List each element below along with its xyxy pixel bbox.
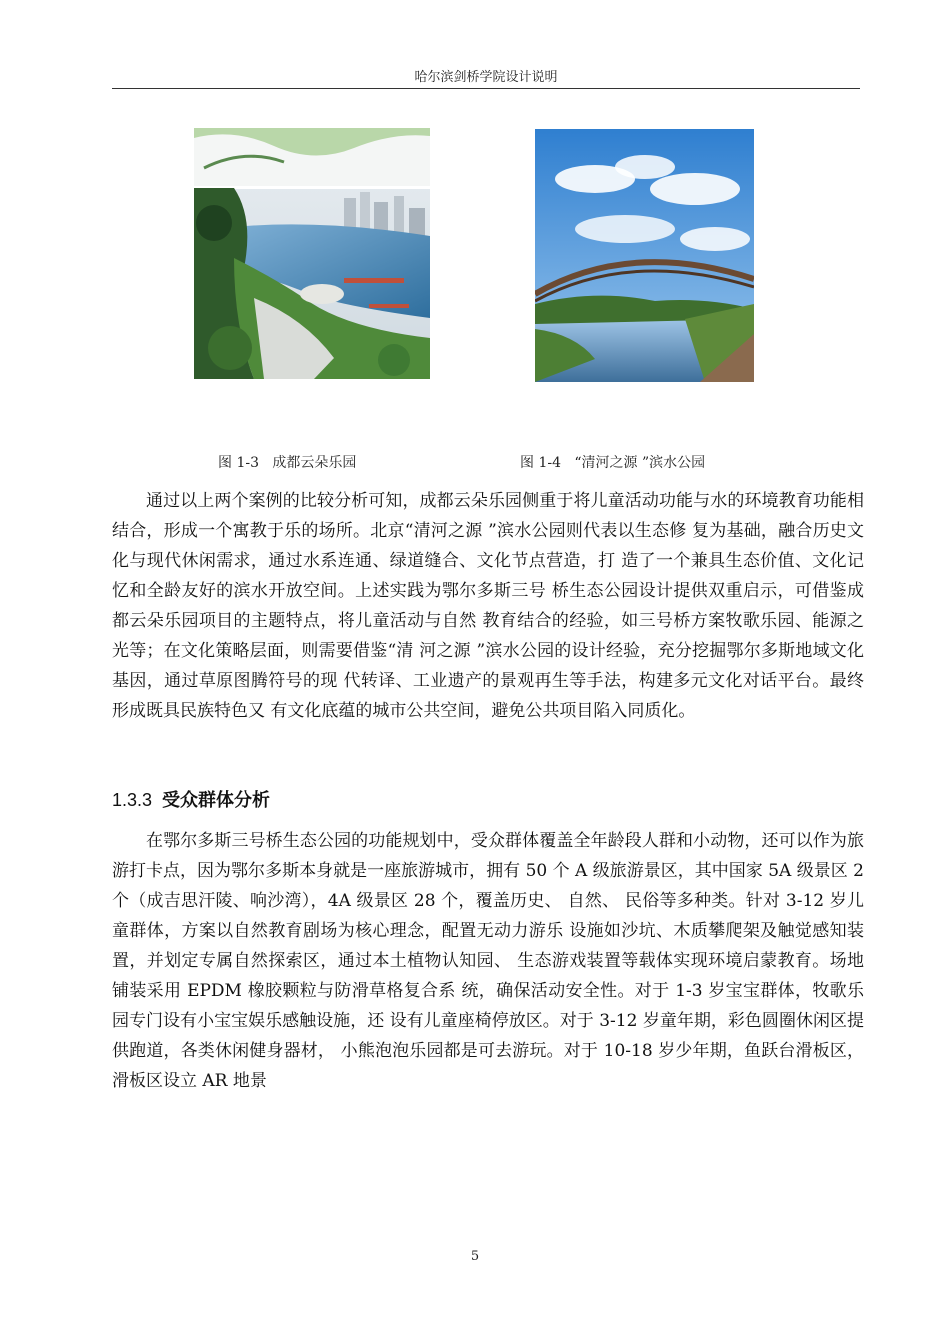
section-title: 受众群体分析 [162,790,271,811]
section-number: 1.3.3 [112,790,153,810]
figure-qinghe-riverside-park-photo [535,129,754,382]
page-header: 哈尔滨剑桥学院设计说明 [414,70,558,85]
figure-1-3-caption [218,452,356,472]
audience-analysis-paragraph: 在鄂尔多斯三号桥生态公园的功能规划中，受众群体覆盖全年龄段人群和小动物，还可以作为旅游打卡点，因为鄂尔多斯本身就是一座旅游城市，拥有 50 个 A 级旅游景区，其中国家 5A 级景区 2 个（成吉思汗陵、响沙湾），4A 级景区 28 个，覆盖历史、 自然、 民俗等多种类。针对 3-12 岁儿童群体，方案以自然教育剧场为核心理念，配置无动力游乐 设施如沙坑、木质攀爬架及触觉感知装置，并划定专属自然探索区，通过本土植物认知园、 生态游戏装置等载体实现环境启蒙教育。场地铺装采用 EPDM 橡胶颗粒与防滑草格复合系 统，确保活动安全性。对于 1-3 岁宝宝群体，牧歌乐园专门设有小宝宝娱乐感触设施，还 设有儿童座椅停放区。对于 3-12 岁童年期，彩色圆圈休闲区提供跑道，各类休闲健身器材， 小熊泡泡乐园都是可去游玩。对于 10-18 岁少年期，鱼跃台滑板区，滑板区设立 AR 地景 [112,831,864,1091]
figure-1-4-caption [520,452,705,472]
figure-1-4-number: 图 1-4 [520,455,561,471]
figure-chengdu-cloud-park-photo [194,128,430,379]
header-divider [112,88,860,89]
figure-1-4-title: “清河之源 ”滨水公园 [574,455,706,471]
section-heading [112,786,270,812]
figure-1-3-title: 成都云朵乐园 [272,455,357,471]
case-comparison-paragraph: 通过以上两个案例的比较分析可知，成都云朵乐园侧重于将儿童活动功能与水的环境教育功能相结合，形成一个寓教于乐的场所。北京“清河之源 ”滨水公园则代表以生态修 复为基础，融合历史文化与现代休闲需求，通过水系连通、绿道缝合、文化节点营造，打 造了一个兼具生态价值、文化记忆和全龄友好的滨水开放空间。上述实践为鄂尔多斯三号 桥生态公园设计提供双重启示，可借鉴成都云朵乐园项目的主题特点，将儿童活动与自然 教育结合的经验，如三号桥方案牧歌乐园、能源之光等；在文化策略层面，则需要借鉴“清 河之源 ”滨水公园的设计经验，充分挖掘鄂尔多斯地域文化基因，通过草原图腾符号的现 代转译、工业遗产的景观再生等手法，构建多元文化对话平台。最终形成既具民族特色又 有文化底蕴的城市公共空间，避免公共项目陷入同质化。 [112,491,864,721]
figure-1-3-number: 图 1-3 [218,455,259,471]
page-number: 5 [470,1249,480,1264]
